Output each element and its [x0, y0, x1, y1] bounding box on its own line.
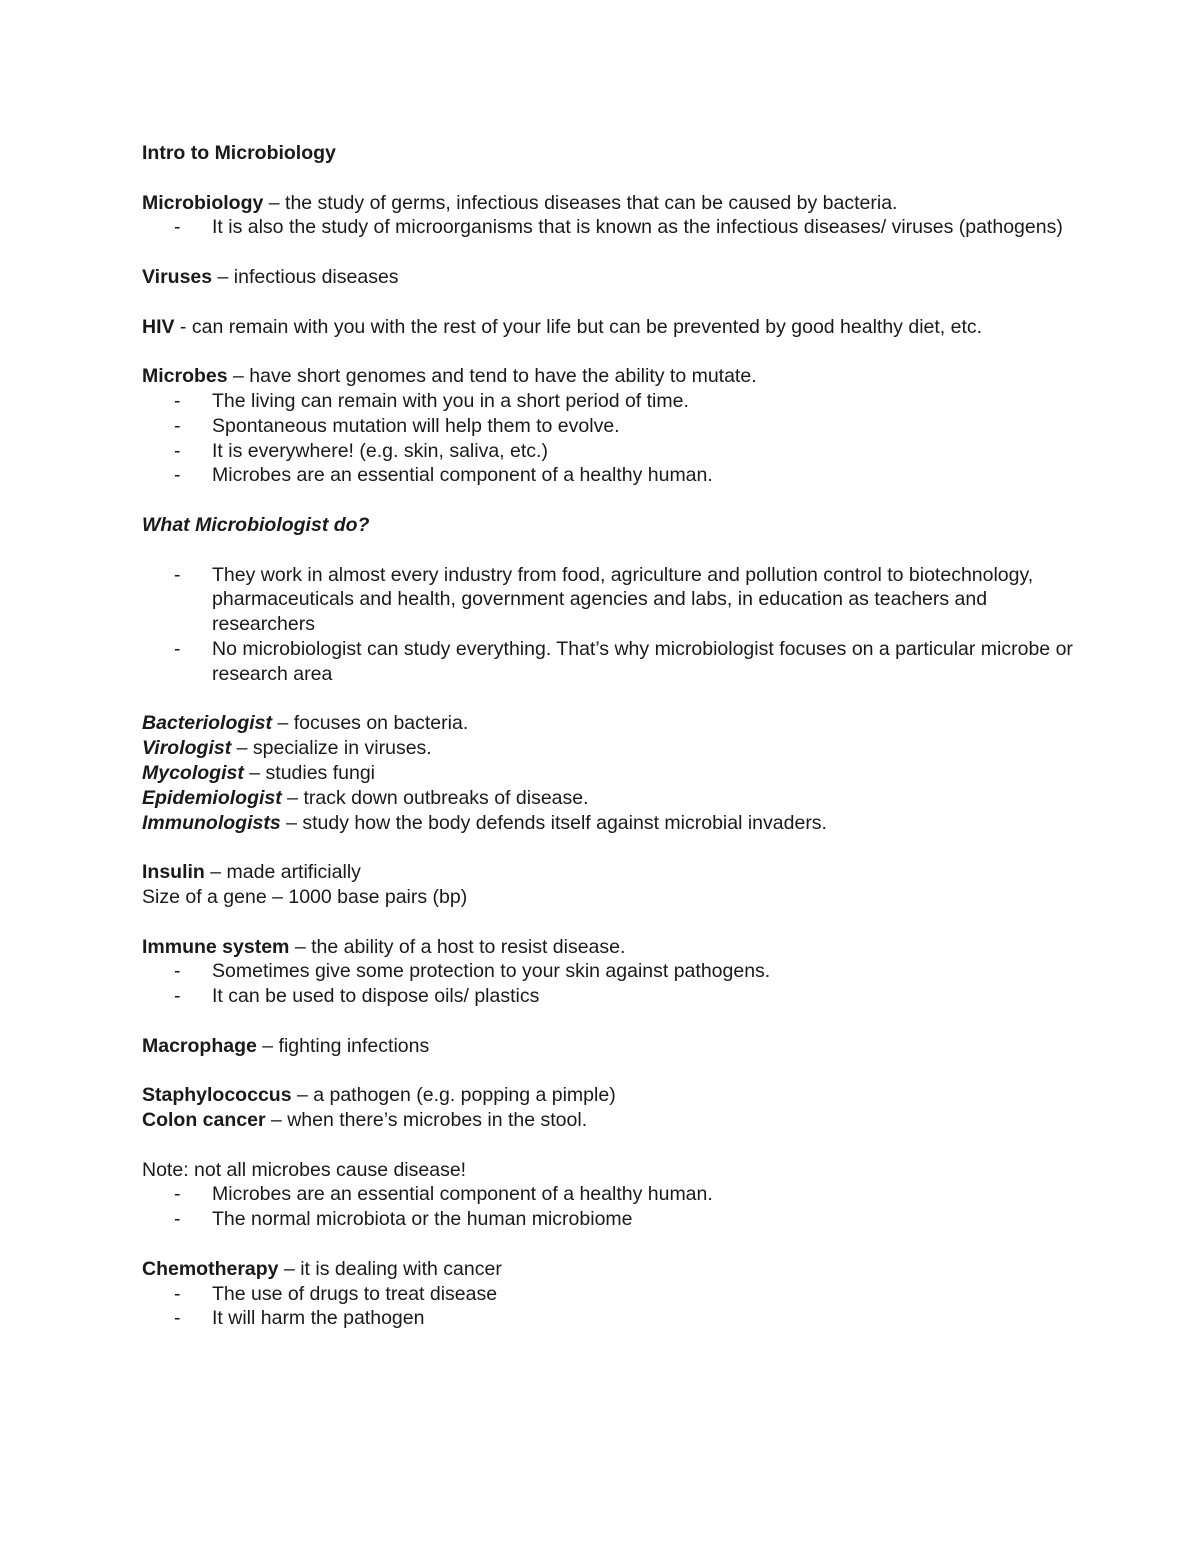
definition-immunologists: [142, 811, 1082, 836]
definition: – when there’s microbes in the stool.: [265, 1109, 588, 1132]
term: HIV: [142, 315, 175, 338]
list-item: [142, 1207, 1082, 1232]
bullet-list: [142, 959, 1082, 1009]
definition: – focuses on bacteria.: [272, 712, 469, 735]
bullet-list: [142, 563, 1082, 687]
spacer: [142, 687, 1082, 712]
spacer: [142, 538, 1082, 563]
spacer: [142, 1232, 1082, 1257]
spacer: [142, 1009, 1082, 1034]
dash-bullet: -: [174, 439, 181, 462]
definition-colon-cancer: [142, 1108, 1082, 1133]
list-item-text: Sometimes give some protection to your skin against pathogens.: [212, 960, 771, 983]
bullet-list: [142, 215, 1082, 240]
dash-bullet: -: [174, 985, 181, 1008]
list-item: [142, 389, 1082, 414]
dash-bullet: -: [174, 960, 181, 983]
definition: – study how the body defends itself against microbial invaders.: [280, 811, 827, 834]
definition-microbes: [142, 364, 1082, 389]
document-page: [142, 141, 1082, 1331]
list-item-text: Spontaneous mutation will help them to evolve.: [212, 414, 620, 437]
list-item-text: No microbiologist can study everything. That’s why microbiologist focuses on a particular microbe or research area: [212, 637, 1073, 685]
list-item: [142, 1306, 1082, 1331]
list-item-text: It can be used to dispose oils/ plastics: [212, 985, 540, 1008]
list-item-text: The use of drugs to treat disease: [212, 1282, 498, 1305]
list-item-text: It will harm the pathogen: [212, 1307, 425, 1330]
term: Epidemiologist: [142, 786, 282, 809]
definition: – infectious diseases: [212, 265, 399, 288]
definition-epidemiologist: [142, 786, 1082, 811]
bullet-list: [142, 389, 1082, 488]
definition-microbiology: [142, 191, 1082, 216]
term: Staphylococcus: [142, 1084, 292, 1107]
list-item: [142, 439, 1082, 464]
spacer: [142, 290, 1082, 315]
dash-bullet: -: [174, 563, 181, 586]
term: Microbes: [142, 365, 228, 388]
spacer: [142, 1058, 1082, 1083]
dash-bullet: -: [174, 464, 181, 487]
term: Chemotherapy: [142, 1257, 279, 1280]
bullet-list: [142, 1282, 1082, 1332]
definition-bacteriologist: [142, 711, 1082, 736]
term: Macrophage: [142, 1034, 257, 1057]
dash-bullet: -: [174, 389, 181, 412]
definition: – the study of germs, infectious diseases that can be caused by bacteria.: [263, 191, 898, 214]
gene-size-line: Size of a gene – 1000 base pairs (bp): [142, 885, 468, 908]
term: Insulin: [142, 861, 205, 884]
list-item: [142, 1282, 1082, 1307]
spacer: [142, 835, 1082, 860]
dash-bullet: -: [174, 414, 181, 437]
list-item: [142, 463, 1082, 488]
definition-staphylococcus: [142, 1083, 1082, 1108]
term: Mycologist: [142, 761, 244, 784]
list-item: [142, 1182, 1082, 1207]
term: Virologist: [142, 737, 232, 760]
term: Immunologists: [142, 811, 281, 834]
bullet-list: [142, 1182, 1082, 1232]
definition: - can remain with you with the rest of your life but can be prevented by good healthy diet, etc.: [174, 315, 983, 338]
spacer: [142, 166, 1082, 191]
list-item: [142, 414, 1082, 439]
term: Microbiology: [142, 191, 264, 214]
definition-chemotherapy: [142, 1257, 1082, 1282]
dash-bullet: -: [174, 1282, 181, 1305]
dash-bullet: -: [174, 1183, 181, 1206]
list-item-text: Microbes are an essential component of a healthy human.: [212, 464, 713, 487]
definition-macrophage: [142, 1034, 1082, 1059]
list-item: [142, 637, 1082, 687]
spacer: [142, 910, 1082, 935]
dash-bullet: -: [174, 637, 181, 660]
definition-mycologist: [142, 761, 1082, 786]
definition: – studies fungi: [243, 761, 376, 784]
section-heading: What Microbiologist do?: [142, 513, 370, 536]
list-item: [142, 959, 1082, 984]
definition-hiv: [142, 315, 1082, 340]
term: Viruses: [142, 265, 213, 288]
dash-bullet: -: [174, 1307, 181, 1330]
definition: – have short genomes and tend to have the ability to mutate.: [227, 365, 757, 388]
list-item-text: The living can remain with you in a short period of time.: [212, 389, 689, 412]
term: Bacteriologist: [142, 712, 273, 735]
term: Colon cancer: [142, 1109, 266, 1132]
definition: – the ability of a host to resist disease.: [289, 935, 626, 958]
list-item-text: The normal microbiota or the human microbiome: [212, 1208, 633, 1231]
list-item: [142, 984, 1082, 1009]
spacer: [142, 1133, 1082, 1158]
definition: – track down outbreaks of disease.: [281, 786, 589, 809]
list-item-text: It is also the study of microorganisms that is known as the infectious diseases/ viruses (pathogens): [212, 216, 1063, 239]
definition: – made artificially: [204, 861, 361, 884]
document-title: Intro to Microbiology: [142, 142, 336, 164]
list-item: [142, 563, 1082, 637]
list-item: [142, 215, 1082, 240]
dash-bullet: -: [174, 216, 181, 239]
definition-virologist: [142, 736, 1082, 761]
definition: – specialize in viruses.: [231, 737, 432, 760]
spacer: [142, 488, 1082, 513]
spacer: [142, 339, 1082, 364]
spacer: [142, 240, 1082, 265]
definition-viruses: [142, 265, 1082, 290]
dash-bullet: -: [174, 1208, 181, 1231]
list-item-text: They work in almost every industry from food, agriculture and pollution control to biotechnology, pharmaceuticals and health, government agencies and labs, in education as teachers and researchers: [212, 563, 1034, 636]
definition: – fighting infections: [256, 1034, 430, 1057]
definition: – it is dealing with cancer: [278, 1257, 502, 1280]
note-line: Note: not all microbes cause disease!: [142, 1158, 467, 1181]
definition: – a pathogen (e.g. popping a pimple): [291, 1084, 616, 1107]
definition-insulin: [142, 860, 1082, 885]
definition-immune-system: [142, 935, 1082, 960]
term: Immune system: [142, 935, 290, 958]
list-item-text: It is everywhere! (e.g. skin, saliva, etc.): [212, 439, 548, 462]
list-item-text: Microbes are an essential component of a healthy human.: [212, 1183, 713, 1206]
